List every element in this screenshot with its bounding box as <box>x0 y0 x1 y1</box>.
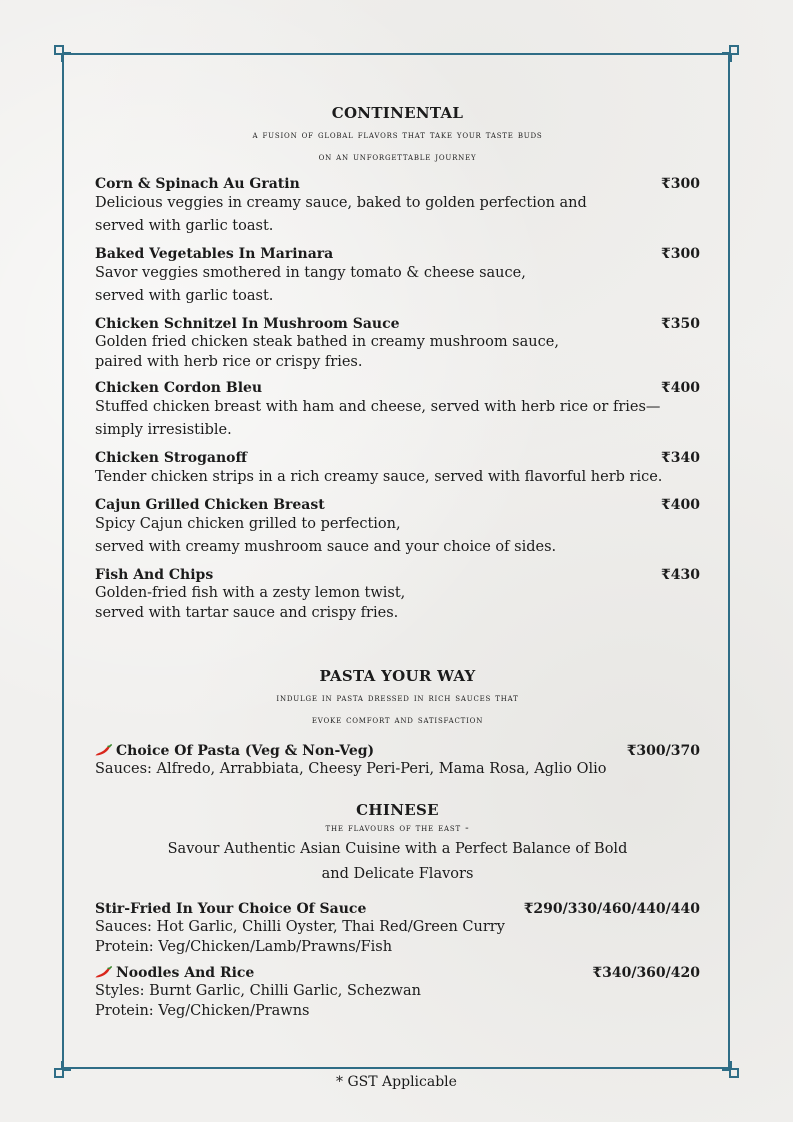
item-price: ₹340/360/420 <box>592 965 700 981</box>
menu-item <box>95 965 700 1021</box>
item-price: ₹340 <box>661 450 700 466</box>
item-description: Sauces: Alfredo, Arrabbiata, Cheesy Peri-Peri, Mama Rosa, Aglio Olio <box>95 761 607 777</box>
item-description: served with tartar sauce and crispy fries. <box>95 605 399 621</box>
item-description: simply irresistible. <box>95 422 232 438</box>
section-subtitle: evoke comfort and satisfaction <box>311 714 484 726</box>
item-name: Choice Of Pasta (Veg & Non-Veg) <box>116 743 375 759</box>
item-name: Chicken Stroganoff <box>95 450 247 466</box>
item-name: Chicken Schnitzel In Mushroom Sauce <box>95 316 400 332</box>
chili-spicy-icon <box>95 744 112 756</box>
item-description: Sauces: Hot Garlic, Chilli Oyster, Thai Red/Green Curry <box>95 919 505 935</box>
section-subtitle: the flavours of the east - <box>325 822 470 834</box>
item-description: served with garlic toast. <box>95 288 274 304</box>
menu-content <box>95 104 700 1021</box>
section-pasta <box>95 667 700 779</box>
section-subtitle: indulge in pasta dressed in rich sauces that <box>276 692 519 704</box>
menu-item <box>95 316 700 372</box>
item-description: Styles: Burnt Garlic, Chilli Garlic, Schezwan <box>95 983 421 999</box>
item-price: ₹300 <box>661 176 700 192</box>
section-intro: and Delicate Flavors <box>321 866 474 882</box>
item-description: Golden-fried fish with a zesty lemon twist, <box>95 585 406 601</box>
section-chinese <box>95 801 700 1021</box>
item-description: Stuffed chicken breast with ham and cheese, served with herb rice or fries— <box>95 399 661 415</box>
section-intro: Savour Authentic Asian Cuisine with a Perfect Balance of Bold <box>167 841 628 857</box>
item-description: Golden fried chicken steak bathed in creamy mushroom sauce, <box>95 334 559 350</box>
item-name: Fish And Chips <box>95 567 214 583</box>
menu-item <box>95 246 700 308</box>
item-description: served with garlic toast. <box>95 218 274 234</box>
menu-item <box>95 450 700 489</box>
menu-item <box>95 380 700 442</box>
menu-item <box>95 497 700 559</box>
corner-ornament-top-left <box>54 45 72 63</box>
item-price: ₹290/330/460/440/440 <box>523 901 700 917</box>
item-name: Chicken Cordon Bleu <box>95 380 263 396</box>
item-price: ₹400 <box>661 380 700 396</box>
corner-ornament-top-right <box>721 45 739 63</box>
section-title: CONTINENTAL <box>331 104 464 122</box>
item-price: ₹300/370 <box>626 743 700 759</box>
item-price: ₹430 <box>661 567 700 583</box>
section-subtitle: on an unforgettable journey <box>318 151 477 163</box>
item-description: Spicy Cajun chicken grilled to perfection, <box>95 516 401 532</box>
item-description: Protein: Veg/Chicken/Lamb/Prawns/Fish <box>95 939 393 955</box>
item-name: Baked Vegetables In Marinara <box>95 246 334 262</box>
menu-item <box>95 743 700 779</box>
item-description: Tender chicken strips in a rich creamy sauce, served with flavorful herb rice. <box>95 469 663 485</box>
chili-spicy-icon <box>95 966 112 978</box>
menu-item <box>95 901 700 957</box>
item-name: Stir-Fried In Your Choice Of Sauce <box>95 901 367 917</box>
menu-item <box>95 567 700 623</box>
item-name: Corn & Spinach Au Gratin <box>95 176 300 192</box>
menu-item <box>95 176 700 238</box>
item-name: Noodles And Rice <box>116 965 255 981</box>
section-continental <box>95 104 700 623</box>
item-description: Savor veggies smothered in tangy tomato & cheese sauce, <box>95 265 526 281</box>
section-title: PASTA YOUR WAY <box>319 667 476 685</box>
item-name: Cajun Grilled Chicken Breast <box>95 497 325 513</box>
item-price: ₹350 <box>661 316 700 332</box>
item-description: Protein: Veg/Chicken/Prawns <box>95 1003 310 1019</box>
gst-footnote: * GST Applicable <box>336 1074 457 1090</box>
item-description: Delicious veggies in creamy sauce, baked to golden perfection and <box>95 195 587 211</box>
item-price: ₹400 <box>661 497 700 513</box>
item-description: paired with herb rice or crispy fries. <box>95 354 363 370</box>
section-title: CHINESE <box>356 801 439 819</box>
item-price: ₹300 <box>661 246 700 262</box>
item-description: served with creamy mushroom sauce and your choice of sides. <box>95 539 557 555</box>
section-subtitle: a fusion of global flavors that take your taste buds <box>252 129 543 141</box>
